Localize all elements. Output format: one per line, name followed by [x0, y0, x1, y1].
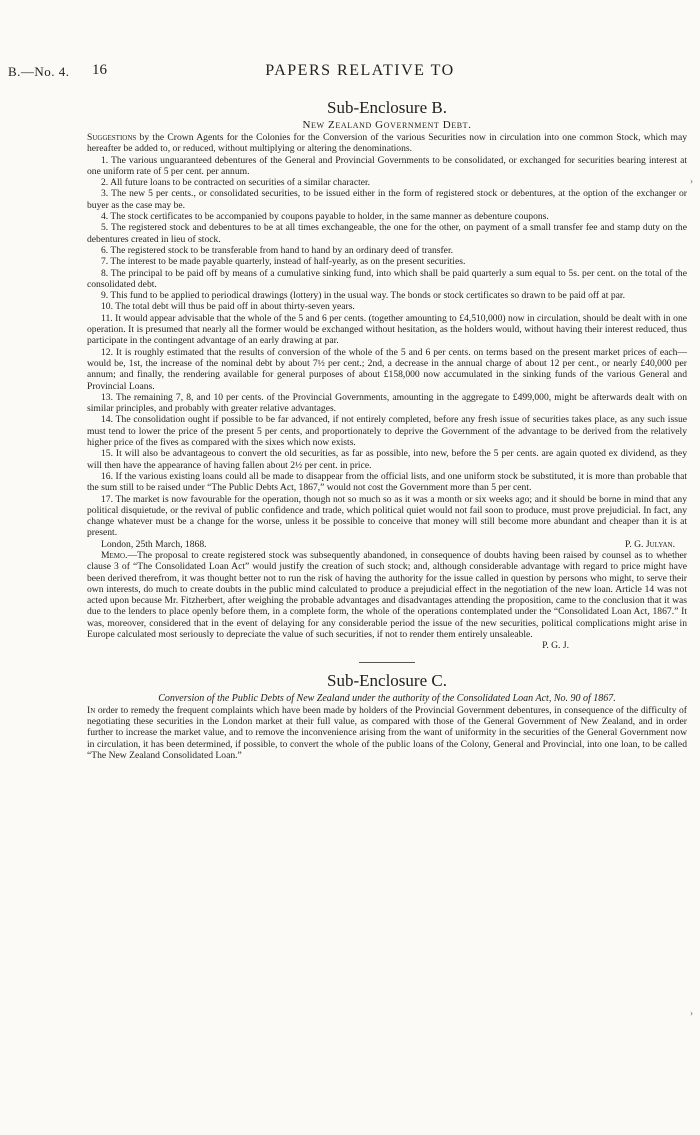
running-title: PAPERS RELATIVE TO [265, 62, 455, 79]
memo-lead: Memo. [101, 549, 128, 561]
item-9: 9. This fund to be applied to periodical drawings (lottery) in the usual way. The bonds or stock certificates so drawn to be paid off at par. [101, 290, 625, 302]
item-16: 16. If the various existing loans could all be made to disappear from the official lists, and one uniform stock be substituted, it is more than probable that the sum still to be raised under “The Public Debts Act, 1867,” would not cost the Government more than 5 per cent. [87, 470, 687, 494]
sign-name: P. G. Julyan. [625, 538, 675, 550]
item-4: 4. The stock certificates to be accompanied by coupons payable to holder, in the same manner as debenture coupons. [101, 211, 549, 223]
item-17: 17. The market is now favourable for the operation, though not so much so as it was a month or six weeks ago; and it should be borne in mind that any political disquietude, or the revival of public confidence and trade, which political quiet would not fail soon to produce, must prove prejudicial. In fact, any change whatever must be a change for the worse, unless it be possible to conceive that money will still become more abundant and cheaper than it is at present. [87, 493, 687, 539]
signature-line [87, 539, 687, 550]
document-reference: B.—No. 4. [8, 64, 70, 79]
sub-enclosure-c-subtitle: Conversion of the Public Debts of New Zealand under the authority of the Consolidated Loan Act, No. 90 of 1867. [158, 692, 616, 704]
item-8: 8. The principal to be paid off by means of a cumulative sinking fund, into which shall be paid quarterly a sum equal to 5s. per cent. on the total of the consolidated debt. [87, 267, 687, 290]
sub-enclosure-b [87, 98, 687, 761]
sub-enclosure-c-body [87, 705, 687, 761]
margin-mark: › [690, 176, 693, 186]
item-6: 6. The registered stock to be transferable from hand to hand by an ordinary deed of transfer. [101, 244, 454, 256]
item-13: 13. The remaining 7, 8, and 10 per cents. of the Provincial Governments, amounting in the aggregate to £499,000, might be afterwards dealt with on similar principles, and probably with greater relative advantages. [87, 391, 687, 415]
sign-place-date: London, 25th March, 1868. [101, 538, 207, 550]
intro-paragraph [87, 132, 687, 155]
item-2: 2. All future loans to be contracted on securities of a similar character. [101, 177, 371, 189]
body-text: order to remedy the frequent complaints which have been made by holders of the Provincial Government debentures, in consequence of the difficulty of negotiating these securities in the London market at their full value, as compared with those of the General Government of New Zealand, and in order further to increase the market value, and to remove the inconvenience arising from the want of uniformity in the securities of the General Government now in circulation, it has been determined, if possible, to convert the whole of the public loans of the Colony, General and Provincial, into one loan, to be called “The New Zealand Consolidated Loan.” [87, 704, 687, 761]
memo-text: —The proposal to create registered stock was subsequently abandoned, in consequence of doubts having been raised by counsel as to whether clause 3 of “The Consolidated Loan Act” would justify the creation of such stock; and, although considerable advantage with regard to price might have been derived therefrom, it was thought better not to run the risk of having the authority for the issue called in question by persons who might, to serve their own interests, do much to create doubts in the public mind calculated to produce a prejudicial effect in the negotiation of the new loan. Article 14 was not acted upon because Mr. Fitzherbert, after weighing the probable advantages and disadvantages attending the proposition, came to the conclusion that it was due to the lenders to place openly before them, in a complete form, the whole of the operations contemplated under the “Consolidated Loan Act, 1867.” It was, moreover, considered that in the event of delaying for any considerable period the issue of the new securities, political complications might arise in Europe calculated most seriously to depreciate the value of such securities, if not to render them entirely unsaleable. [87, 549, 687, 641]
item-10: 10. The total debt will thus be paid off in about thirty-seven years. [101, 301, 355, 313]
memo-initials: P. G. J. [542, 640, 569, 652]
item-3: 3. The new 5 per cents., or consolidated securities, to be issued either in the form of registered stock or debentures, at the option of the exchanger or buyer as the case may be. [87, 188, 687, 211]
item-5: 5. The registered stock and debentures to be at all times exchangeable, the one for the other, on payment of a small transfer fee and stamp duty on the debentures created in lieu of stock. [87, 222, 687, 245]
intro-lead: Suggestions [87, 132, 137, 143]
sub-enclosure-b-subtitle: New Zealand Government Debt. [302, 119, 472, 131]
item-12: 12. It is roughly estimated that the results of conversion of the whole of the 5 and 6 per cents. on terms based on the present market prices of each—would be, 1st, the increase of the nominal debt by about 7½ per cent.; 2nd, a decrease in the annual charge of about 12 per cent., or nearly £40,000 per annum; and finally, the rendering available for general purposes of about £158,000 now accumulated in the sinking funds of the various General and Provincial Loans. [87, 346, 687, 392]
sub-enclosure-c-title: Sub-Enclosure C. [327, 670, 447, 690]
item-1: 1. The various unguaranteed debentures of the General and Provincial Governments to be consolidated, or exchanged for securities bearing interest at one uniform rate of 5 per cent. per annum. [87, 154, 687, 177]
page-number: 16 [92, 62, 107, 78]
intro-text: by the Crown Agents for the Colonies for the Conversion of the various Securities now in circulation into one common Stock, which may hereafter be added to, or reduced, without multiplying or altering the denominations. [87, 132, 687, 155]
item-15: 15. It will also be advantageous to convert the old securities, as far as possible, into new, before the 5 per cents. are again quoted ex dividend, as they will then have the appearance of having fallen about 2½ per cent. in price. [87, 448, 687, 471]
item-7: 7. The interest to be made payable quarterly, instead of half-yearly, as on the present securities. [101, 256, 466, 268]
item-14: 14. The consolidation ought if possible to be far advanced, if not entirely completed, before any fresh issue of securities takes place, as any such issue must tend to lower the price of the present 5 per cents, and proportionately to deprive the Government of the advantage to be derived from the relatively higher price of the fives as compared with the sixes which now exists. [87, 414, 687, 449]
body-lead: In [87, 704, 96, 716]
memo-paragraph [87, 550, 687, 640]
margin-mark: › [690, 1008, 693, 1018]
item-11: 11. It would appear advisable that the whole of the 5 and 6 per cents. (together amounting to £4,510,000) now in circulation, should be dealt with in one operation. It is presumed that nearly all the former would be exchanged without hesitation, as the holders would, without having their interest reduced, thus participate in the contingent advantage of an early drawing at par. [87, 312, 687, 347]
section-divider [359, 662, 415, 663]
sub-enclosure-b-title: Sub-Enclosure B. [327, 98, 447, 117]
